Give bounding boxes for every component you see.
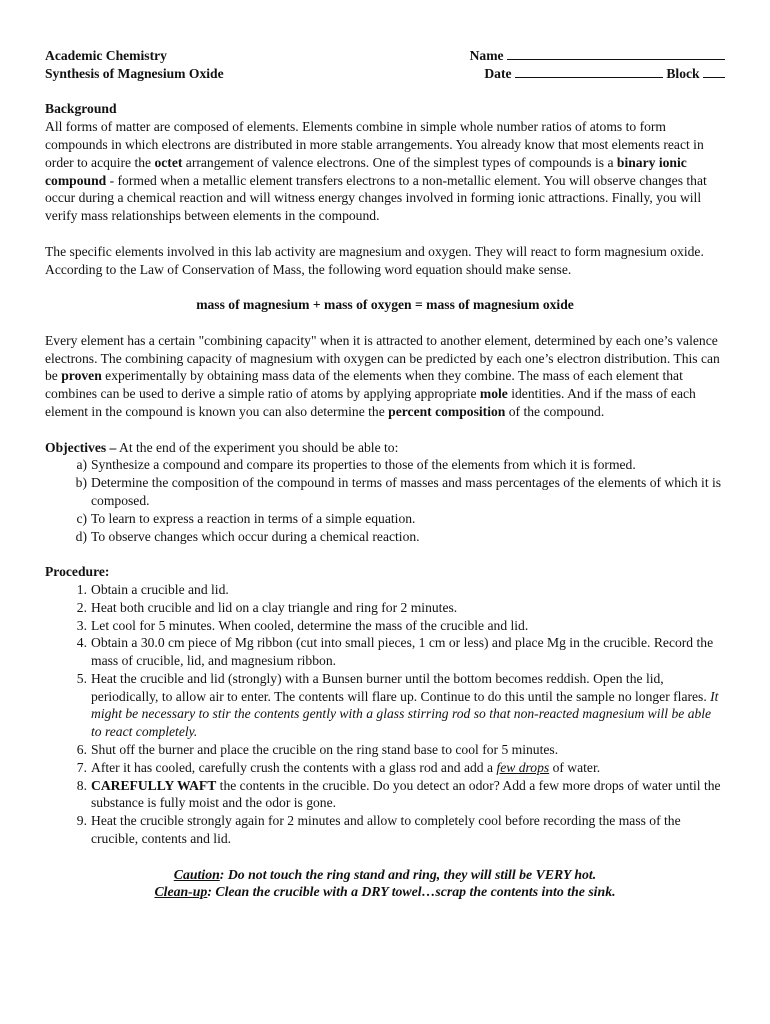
background-heading: Background <box>45 101 117 117</box>
procedure-step <box>45 777 725 813</box>
procedure-step-text-run: few drops <box>496 759 550 775</box>
course-title: Academic Chemistry <box>45 48 167 63</box>
objective-item <box>45 528 725 546</box>
objective-marker: a) <box>76 457 87 473</box>
objective-item <box>45 456 725 474</box>
name-label: Name <box>469 48 504 63</box>
procedure-heading: Procedure: <box>45 564 110 580</box>
objective-marker: c) <box>76 510 87 526</box>
worksheet-page <box>45 47 725 901</box>
procedure-step-text-run: Obtain a crucible and lid. <box>91 581 229 597</box>
procedure-step-text-run: Obtain a 30.0 cm piece of Mg ribbon (cut into small pieces, 1 cm or less) and place Mg in the crucible. Record the mass of crucible, lid, and magnesium ribbon. <box>91 635 714 669</box>
procedure-step <box>45 759 725 777</box>
block-field[interactable] <box>703 65 725 78</box>
objective-marker: b) <box>75 475 87 491</box>
objective-item <box>45 474 725 510</box>
date-label: Date <box>484 65 512 81</box>
background-p1-run: octet <box>154 154 183 170</box>
procedure-step-text-run: Heat both crucible and lid on a clay triangle and ring for 2 minutes. <box>91 599 458 615</box>
objectives-list <box>45 456 725 545</box>
objective-text: To observe changes which occur during a chemical reaction. <box>91 528 420 544</box>
procedure-step-number: 3. <box>76 617 87 633</box>
background-paragraph-3 <box>45 332 725 421</box>
cleanup-text: : Clean the crucible with a DRY towel…scrap the contents into the sink. <box>207 884 616 900</box>
procedure-list <box>45 581 725 848</box>
background-p3-run: of the compound. <box>505 403 605 419</box>
background-p1-run: All forms of matter are composed of elements. Elements combine in simple whole number ratios of atoms to form compounds in which electrons are distributed in more stable arrangements. You already know that most elements react in order to acquire the <box>45 119 704 170</box>
block-label: Block <box>666 65 700 81</box>
date-block-line <box>470 65 725 83</box>
objective-marker: d) <box>75 528 87 544</box>
procedure-step-number: 1. <box>76 581 87 597</box>
procedure-step <box>45 581 725 599</box>
objective-item <box>45 510 725 528</box>
background-paragraph-1 <box>45 118 725 225</box>
procedure-step-number: 7. <box>76 759 87 775</box>
procedure-step-number: 6. <box>76 742 87 758</box>
name-line <box>470 47 725 65</box>
procedure-step <box>45 599 725 617</box>
procedure-step-text-run: Shut off the burner and place the crucible on the ring stand base to cool for 5 minutes. <box>91 742 559 758</box>
background-p1-run: arrangement of valence electrons. One of the simplest types of compounds is a <box>182 154 617 170</box>
procedure-step-number: 8. <box>76 777 87 793</box>
procedure-step-text-run: Let cool for 5 minutes. When cooled, determine the mass of the crucible and lid. <box>91 617 529 633</box>
header-left <box>45 47 224 83</box>
worksheet-header <box>45 47 725 83</box>
cleanup-label: Clean-up <box>154 884 208 900</box>
procedure-step <box>45 741 725 759</box>
caution-label: Caution <box>173 866 220 882</box>
caution-line <box>45 866 725 884</box>
name-field[interactable] <box>507 47 725 60</box>
procedure-step-text-run: After it has cooled, carefully crush the contents with a glass rod and add a <box>91 759 497 775</box>
procedure-step-number: 5. <box>76 670 87 686</box>
word-equation: mass of magnesium + mass of oxygen = mass of magnesium oxide <box>196 297 574 313</box>
background-p1-run: - formed when a metallic element transfers electrons to a non-metallic element. You will observe changes that occur during a chemical reaction and will witness energy changes involved in forming ionic attractions. Finally, you will verify mass relationships between elements in the compound. <box>45 172 707 224</box>
date-field[interactable] <box>515 65 663 78</box>
procedure-step <box>45 634 725 670</box>
procedure-step <box>45 670 725 741</box>
objective-text: To learn to express a reaction in terms of a simple equation. <box>91 510 416 526</box>
background-p3-run: Every element has a certain "combining capacity" when it is attracted to another element, determined by each one’s valence electrons. The combining capacity of magnesium with oxygen can be predicted by each one’s electron distribution. This can be <box>45 332 720 384</box>
background-paragraph-2: The specific elements involved in this lab activity are magnesium and oxygen. They will react to form magnesium oxide. According to the Law of Conservation of Mass, the following word equation should make sense. <box>45 243 704 277</box>
objective-text: Determine the composition of the compound in terms of masses and mass percentages of the elements of which it is composed. <box>91 475 722 508</box>
objectives-intro <box>45 439 725 457</box>
background-p3-run: percent composition <box>388 403 506 419</box>
procedure-step-text-run: It might be necessary to stir the contents gently with a glass stirring rod so that non-reacted magnesium will be able to react completely. <box>91 688 719 740</box>
procedure-step-text-run: Heat the crucible strongly again for 2 minutes and allow to completely cool before recording the mass of the crucible, contents and lid. <box>91 813 681 847</box>
procedure-step-text-run: of water. <box>549 759 601 775</box>
procedure-step-text-run: CAREFULLY WAFT <box>91 777 217 793</box>
objectives-heading: Objectives – <box>45 439 117 455</box>
objectives-intro-text: At the end of the experiment you should be able to: <box>116 439 399 455</box>
procedure-step <box>45 812 725 848</box>
procedure-step-number: 9. <box>76 813 87 829</box>
background-p3-run: proven <box>61 368 102 384</box>
objective-text: Synthesize a compound and compare its properties to those of the elements from which it is formed. <box>91 457 636 473</box>
procedure-step-text-run: Heat the crucible and lid (strongly) with a Bunsen burner until the bottom becomes reddish. Open the lid, periodically, to allow air to enter. The contents will flare up. Continue to do this until the sample no longer flares. <box>91 670 711 704</box>
cleanup-line <box>45 883 725 901</box>
background-p3-run: identities. And if the mass of each element in the compound is known you can also determine the <box>45 386 696 419</box>
background-p3-run: mole <box>479 386 508 402</box>
procedure-step-number: 2. <box>76 599 87 615</box>
background-p1-run: binary ionic compound <box>45 154 687 188</box>
caution-text: : Do not touch the ring stand and ring, they will still be VERY hot. <box>219 866 597 882</box>
procedure-step-number: 4. <box>76 635 87 651</box>
header-right <box>470 47 725 83</box>
procedure-step <box>45 617 725 635</box>
lab-title: Synthesis of Magnesium Oxide <box>45 65 224 81</box>
procedure-step-text-run: the contents in the crucible. Do you detect an odor? Add a few more drops of water until the substance is fully moist and the odor is gone. <box>91 777 721 811</box>
background-p3-run: experimentally by obtaining mass data of the elements when they combine. The mass of each element that combines can be used to derive a simple ratio of atoms by applying appropriate <box>45 368 683 402</box>
